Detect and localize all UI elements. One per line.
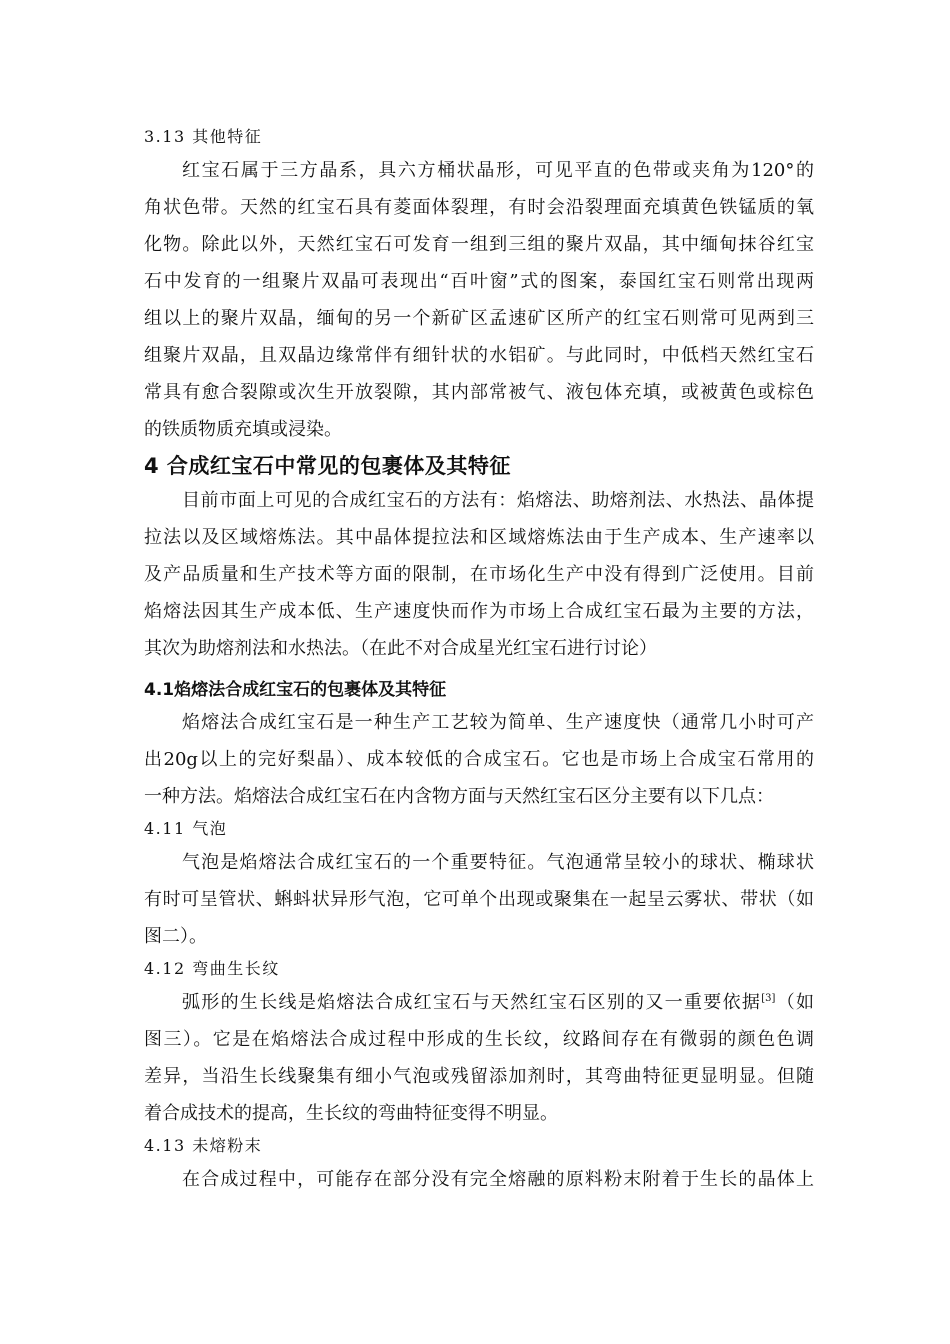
section-heading-4-1: 4.1焰熔法合成红宝石的包裹体及其特征 <box>144 680 447 700</box>
text-line-tail: （如 <box>775 992 815 1013</box>
text-line: 有时可呈管状、蝌蚪状异形气泡，它可单个出现或聚集在一起呈云雾状、带状（如 <box>144 889 814 910</box>
chapter-heading-4: 4 合成红宝石中常见的包裹体及其特征 <box>144 454 511 478</box>
section-heading-4-12: 4.12 弯曲生长纹 <box>144 959 280 978</box>
text-line: 气泡是焰熔法合成红宝石的一个重要特征。气泡通常呈较小的球状、椭球状 <box>182 852 814 873</box>
section-heading-4-11: 4.11 气泡 <box>144 819 228 838</box>
text-line: 及产品质量和生产技术等方面的限制，在市场化生产中没有得到广泛使用。目前 <box>144 564 814 585</box>
paragraph-3-13 <box>144 152 814 448</box>
text-line: 一种方法。焰熔法合成红宝石在内含物方面与天然红宝石区分主要有以下几点： <box>144 786 774 807</box>
text-line <box>144 984 814 1021</box>
paragraph-4-12 <box>144 984 814 1132</box>
paragraph-4-11 <box>144 844 814 955</box>
text-line: 石中发育的一组聚片双晶可表现出“百叶窗”式的图案，泰国红宝石则常出现两 <box>144 271 814 292</box>
paragraph-4-1 <box>144 704 814 815</box>
text-line: 图二）。 <box>144 926 207 947</box>
text-line: 常具有愈合裂隙或次生开放裂隙，其内部常被气、液包体充填，或被黄色或棕色 <box>144 382 814 403</box>
text-line: 其次为助熔剂法和水热法。（在此不对合成星光红宝石进行讨论） <box>144 638 657 659</box>
text-line: 组聚片双晶，且双晶边缘常伴有细针状的水铝矿。与此同时，中低档天然红宝石 <box>144 345 814 366</box>
text-line: 出20g以上的完好梨晶）、成本较低的合成宝石。它也是市场上合成宝石常用的 <box>144 749 814 770</box>
text-line: 组以上的聚片双晶，缅甸的另一个新矿区孟速矿区所产的红宝石则常可见两到三 <box>144 308 814 329</box>
text-line: 在合成过程中，可能存在部分没有完全熔融的原料粉末附着于生长的晶体上 <box>182 1169 814 1190</box>
paragraph-4 <box>144 482 814 667</box>
text-line: 焰熔法合成红宝石是一种生产工艺较为简单、生产速度快（通常几小时可产 <box>182 712 814 733</box>
text-line: 图三）。它是在焰熔法合成过程中形成的生长纹，纹路间存在有微弱的颜色色调 <box>144 1029 814 1050</box>
text-line: 着合成技术的提高，生长纹的弯曲特征变得不明显。 <box>144 1103 558 1124</box>
section-heading-3-13: 3.13 其他特征 <box>144 127 263 146</box>
text-line-body: 弧形的生长线是焰熔法合成红宝石与天然红宝石区别的又一重要依据 <box>182 992 762 1013</box>
text-line: 拉法以及区域熔炼法。其中晶体提拉法和区域熔炼法由于生产成本、生产速率以 <box>144 527 814 548</box>
text-line: 差异，当沿生长线聚集有细小气泡或残留添加剂时，其弯曲特征更显明显。但随 <box>144 1066 814 1087</box>
citation-ref[interactable]: [3] <box>761 993 776 1004</box>
text-line: 角状色带。天然的红宝石具有菱面体裂理，有时会沿裂理面充填黄色铁锰质的氧 <box>144 197 814 218</box>
text-line: 红宝石属于三方晶系，具六方桶状晶形，可见平直的色带或夹角为120°的 <box>182 160 814 181</box>
paragraph-4-13 <box>144 1161 814 1198</box>
section-heading-4-13: 4.13 未熔粉末 <box>144 1136 263 1155</box>
text-line: 目前市面上可见的合成红宝石的方法有：焰熔法、助熔剂法、水热法、晶体提 <box>182 490 814 511</box>
text-line: 化物。除此以外，天然红宝石可发育一组到三组的聚片双晶，其中缅甸抹谷红宝 <box>144 234 814 255</box>
text-line: 焰熔法因其生产成本低、生产速度快而作为市场上合成红宝石最为主要的方法， <box>144 601 814 622</box>
text-line: 的铁质物质充填或浸染。 <box>144 419 342 440</box>
